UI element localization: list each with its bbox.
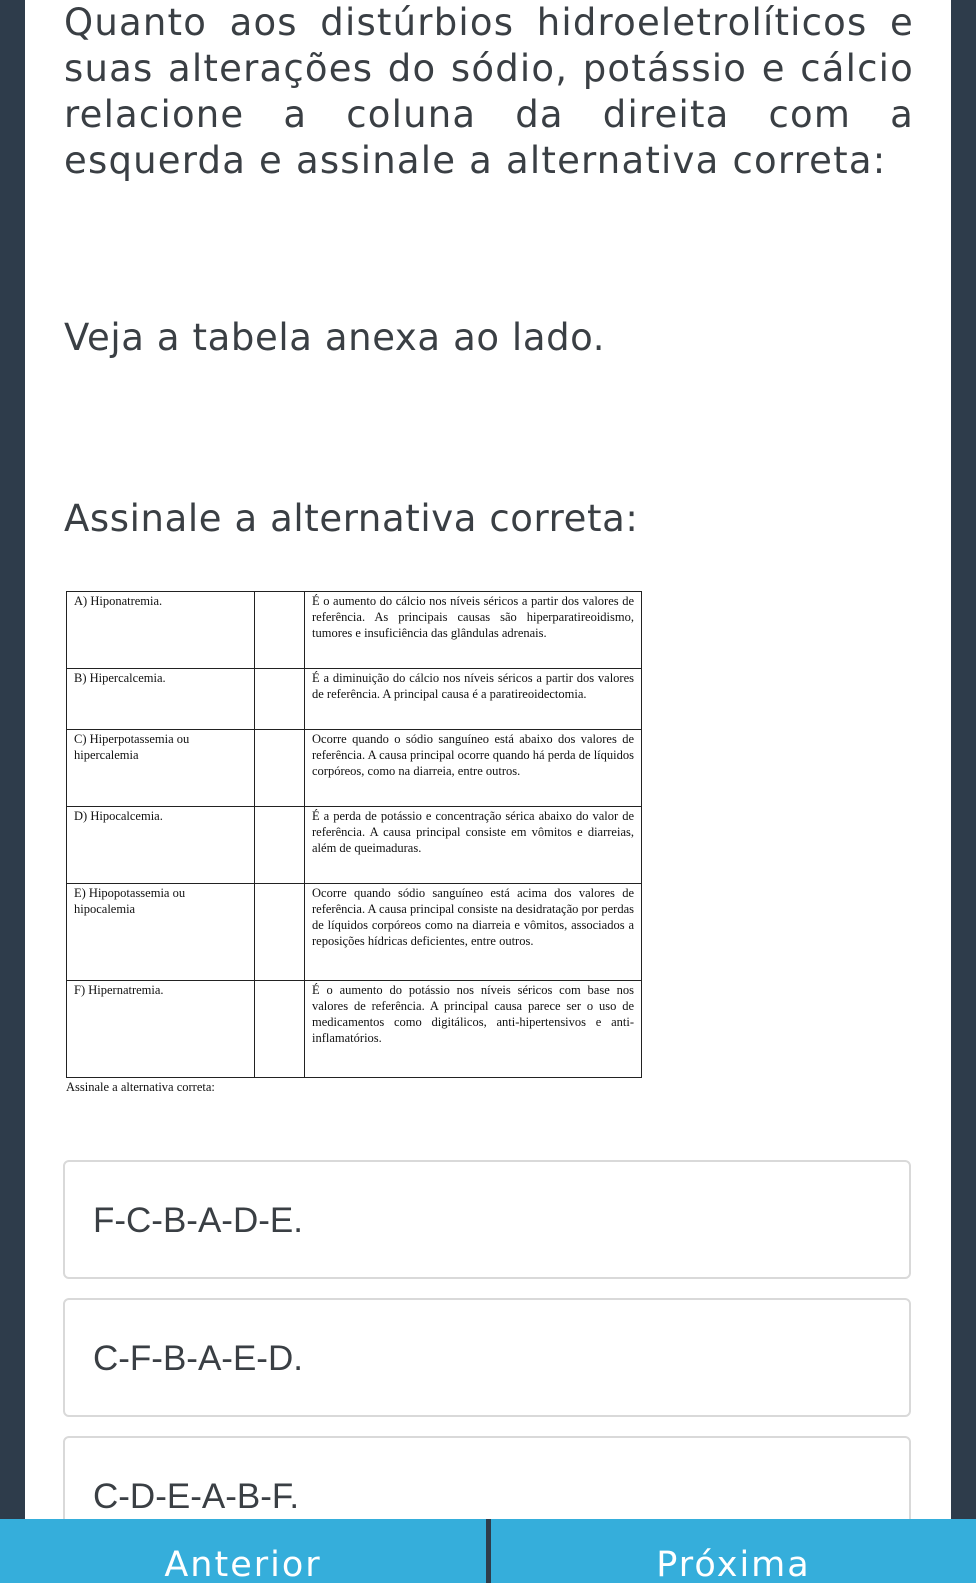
table-cell-blank [255,884,305,981]
table-cell-blank [255,807,305,884]
table-row [67,730,642,807]
table-cell-left: C) Hiperpotassemia ou hipercalemia [67,730,255,807]
table-cell-left: A) Hiponatremia. [67,592,255,669]
table-cell-blank [255,592,305,669]
table-cell-right: É o aumento do potássio nos níveis séricos com base nos valores de referência. A principal causa parece ser o uso de medicamentos como digitálicos, anti-hipertensivos e anti-inflamatórios. [305,981,642,1078]
attached-table-image [66,591,642,1095]
table-cell-blank [255,669,305,730]
table-row [67,807,642,884]
table-row [67,592,642,669]
question-note: Veja a tabela anexa ao lado. [64,316,606,359]
answer-option[interactable] [63,1298,911,1417]
table-cell-left: F) Hipernatremia. [67,981,255,1078]
table-cell-right: É a perda de potássio e concentração sérica abaixo do valor de referência. A causa principal consiste em vômitos e diarreias, além de queimaduras. [305,807,642,884]
table-cell-left: D) Hipocalcemia. [67,807,255,884]
matching-table [66,591,642,1078]
question-instruction: Assinale a alternativa correta: [64,497,639,540]
table-cell-right: É o aumento do cálcio nos níveis séricos a partir dos valores de referência. As principais causas são hiperparatireoidismo, tumores e insuficiência das glândulas adrenais. [305,592,642,669]
table-cell-blank [255,730,305,807]
previous-button[interactable]: Anterior [164,1545,322,1583]
answer-option[interactable] [63,1160,911,1279]
table-cell-blank [255,981,305,1078]
table-cell-left: B) Hipercalcemia. [67,669,255,730]
table-cell-left: E) Hipopotassemia ou hipocalemia [67,884,255,981]
answer-option-label: C-D-E-A-B-F. [93,1477,300,1516]
answer-option-label: C-F-B-A-E-D. [93,1339,303,1378]
table-row [67,884,642,981]
next-button[interactable]: Próxima [656,1545,811,1583]
bottom-navigation-bar [0,1519,976,1583]
table-cell-right: É a diminuição do cálcio nos níveis séricos a partir dos valores de referência. A principal causa é a paratireoidectomia. [305,669,642,730]
table-caption: Assinale a alternativa correta: [66,1080,215,1094]
answer-option-label: F-C-B-A-D-E. [93,1201,303,1240]
table-cell-right: Ocorre quando o sódio sanguíneo está abaixo dos valores de referência. A causa principal ocorre quando há perda de líquidos corpóreos, como na diarreia, entre outros. [305,730,642,807]
question-text: Quanto aos distúrbios hidroeletrolíticos e suas alterações do sódio, potássio e cálcio relacione a coluna da direita com a esquerda e assinale a alternativa correta: [64,1,914,182]
table-cell-right: Ocorre quando sódio sanguíneo está acima dos valores de referência. A causa principal consiste na desidratação por perdas de líquidos corpóreos como na diarreia e vômitos, associados a reposições hídricas deficientes, entre outros. [305,884,642,981]
table-row [67,669,642,730]
table-row [67,981,642,1078]
